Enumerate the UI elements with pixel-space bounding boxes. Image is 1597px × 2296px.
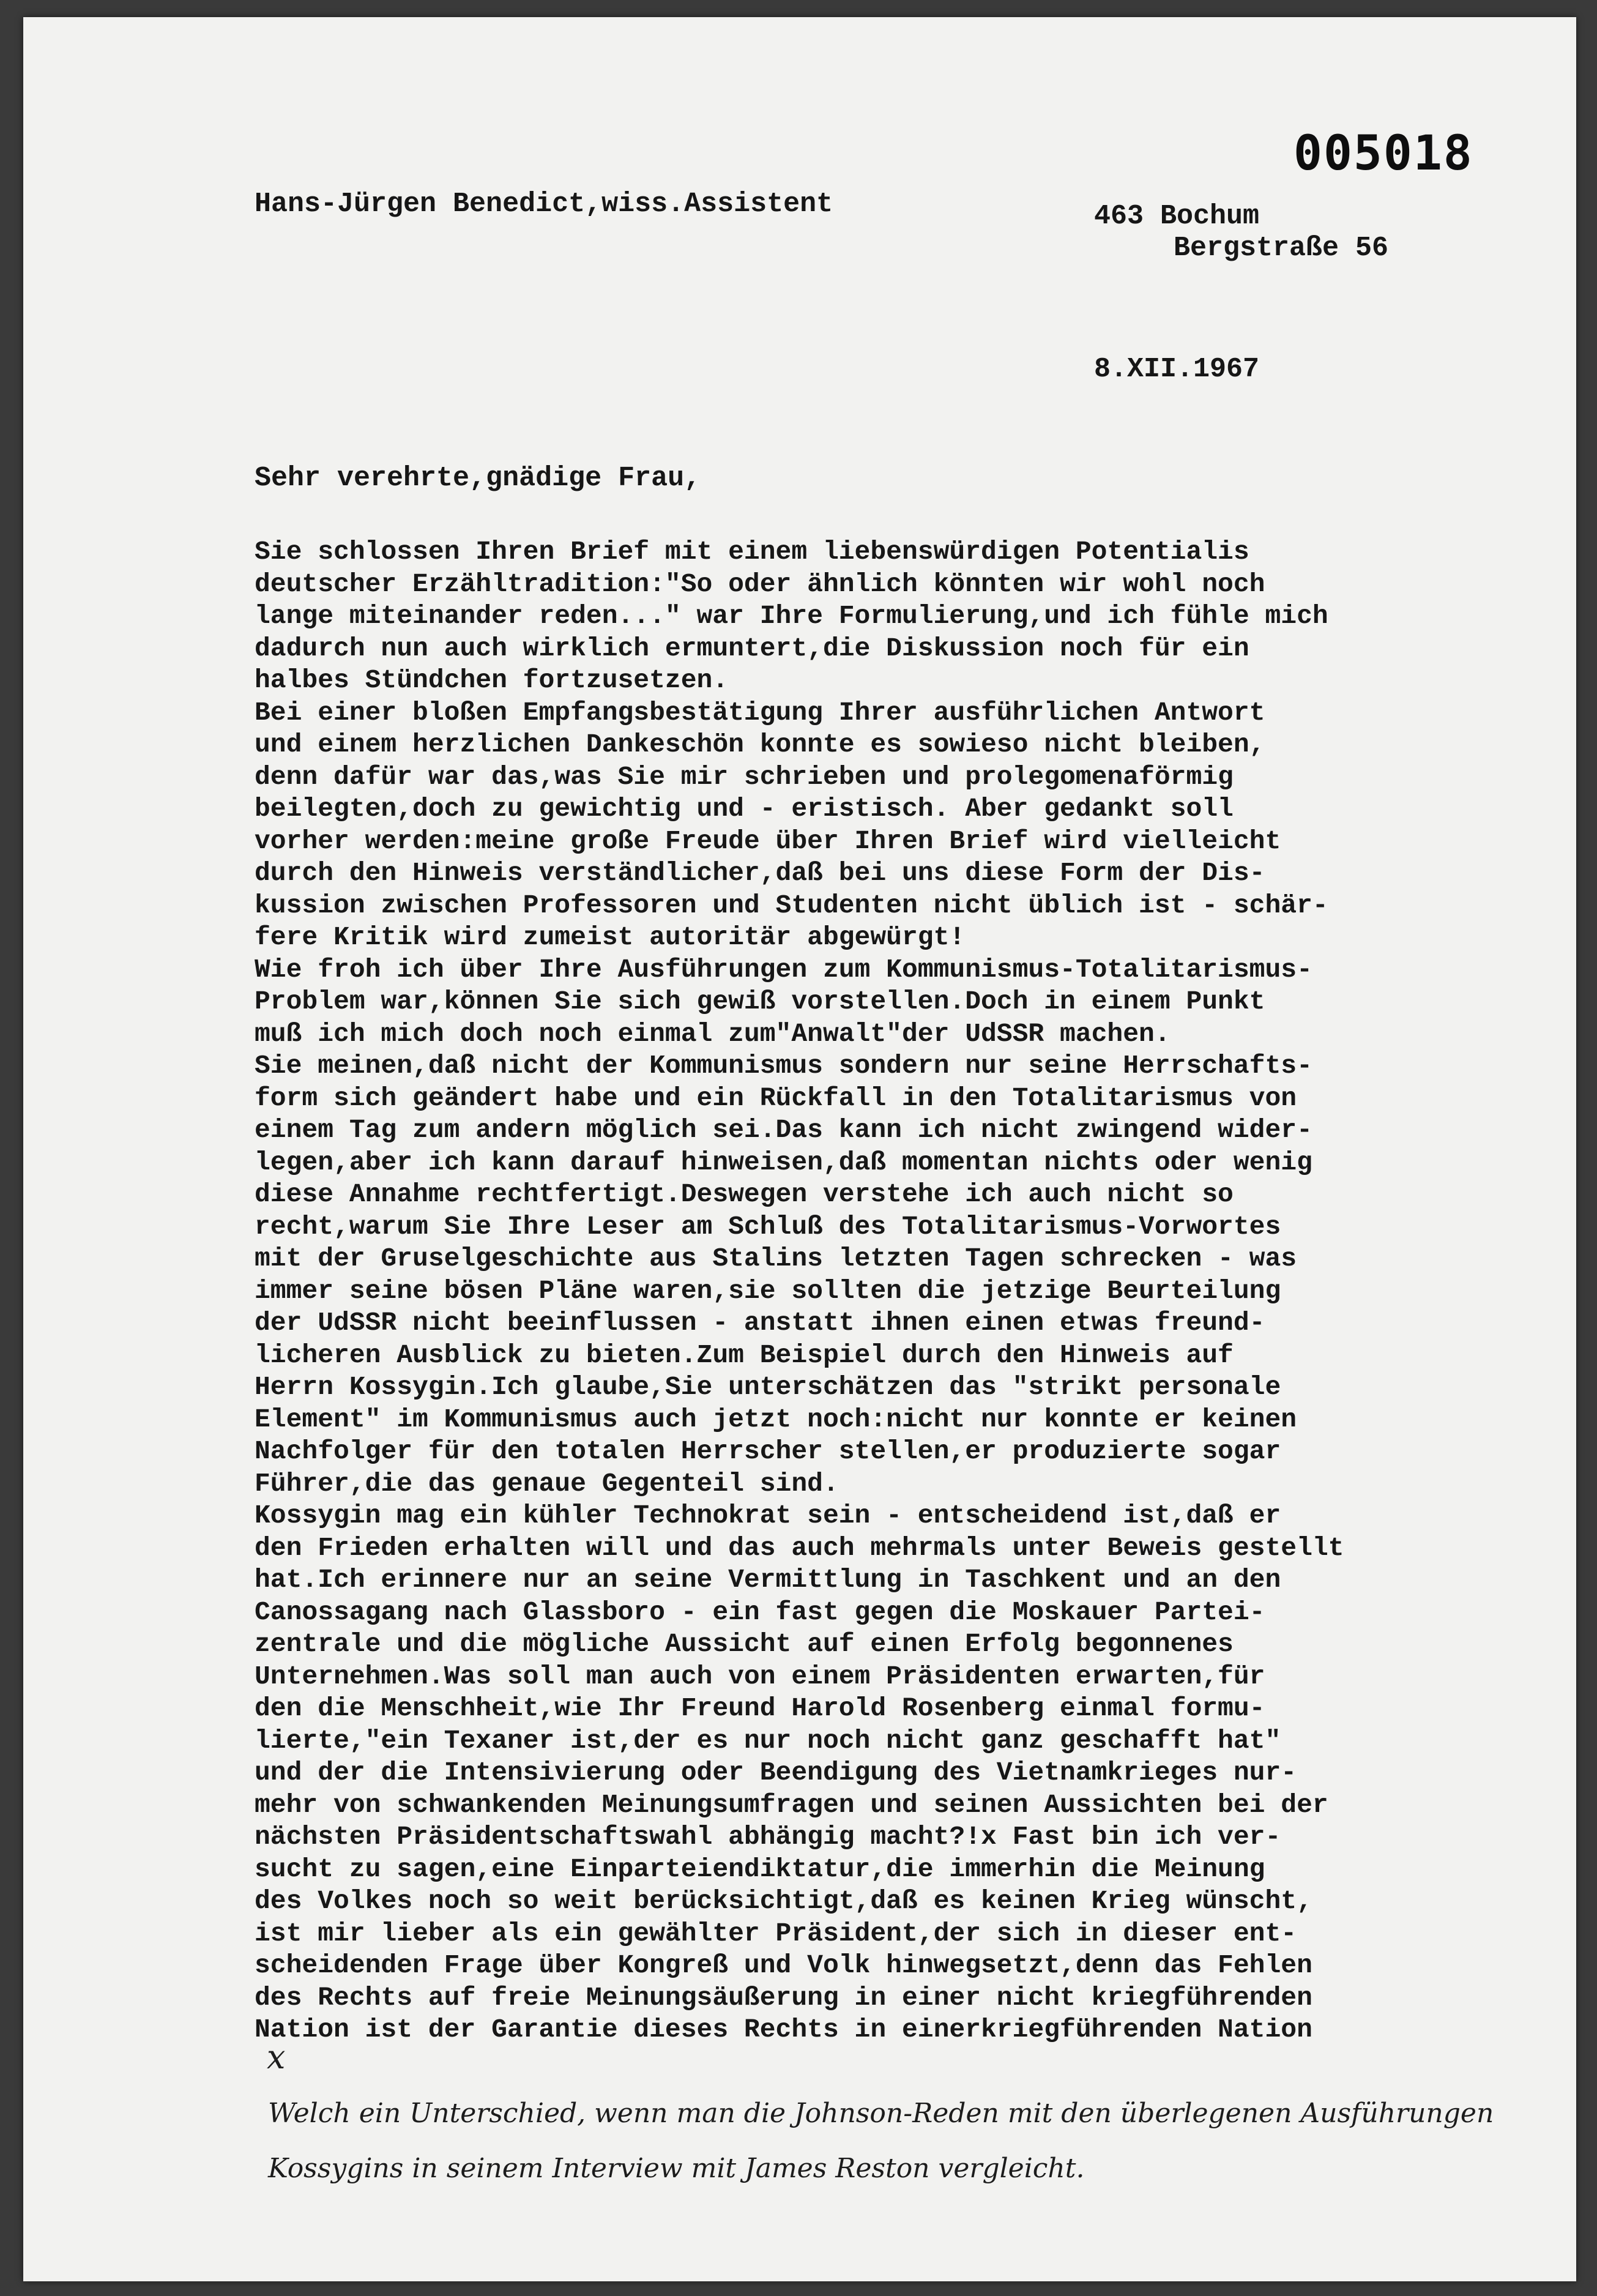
body-line: diese Annahme rechtfertigt.Deswegen verstehe ich auch nicht so	[255, 1179, 1234, 1209]
body-line: Problem war,können Sie sich gewiß vorstellen.Doch in einem Punkt	[255, 986, 1265, 1016]
body-line: mehr von schwankenden Meinungsumfragen und seinen Aussichten bei der	[255, 1789, 1328, 1820]
body-line: Element" im Kommunismus auch jetzt noch:nicht nur konnte er keinen	[255, 1404, 1297, 1434]
footnote-mark: x	[267, 2038, 286, 2076]
body-line: ist mir lieber als ein gewählter Präsident,der sich in dieser ent-	[255, 1918, 1297, 1948]
body-line: den die Menschheit,wie Ihr Freund Harold Rosenberg einmal formu-	[255, 1693, 1265, 1723]
handwritten-note-line-2: Kossygins in seinem Interview mit James Reston vergleicht.	[268, 2153, 1085, 2184]
body-line: deutscher Erzähltradition:"So oder ähnlich könnten wir wohl noch	[255, 568, 1265, 599]
body-line: lange miteinander reden..." war Ihre Formulierung,und ich fühle mich	[255, 601, 1328, 631]
body-line: Canossagang nach Glassboro - ein fast gegen die Moskauer Partei-	[255, 1597, 1265, 1627]
sender-line: Hans-Jürgen Benedict,wiss.Assistent	[255, 188, 833, 220]
body-line: Wie froh ich über Ihre Ausführungen zum Kommunismus-Totalitarismus-	[255, 954, 1312, 985]
address-street: Bergstraße 56	[1174, 233, 1389, 264]
body-line: und einem herzlichen Dankeschön konnte es sowieso nicht bleiben,	[255, 729, 1265, 759]
salutation: Sehr verehrte,gnädige Frau,	[255, 463, 701, 494]
body-line: muß ich mich doch noch einmal zum"Anwalt"der UdSSR machen.	[255, 1018, 1171, 1049]
body-line: vorher werden:meine große Freude über Ihren Brief wird vielleicht	[255, 826, 1281, 856]
handwritten-note-line-1: Welch ein Unterschied, wenn man die Johnson-Reden mit den überlegenen Ausführungen	[268, 2098, 1494, 2129]
body-line: Sie schlossen Ihren Brief mit einem liebenswürdigen Potentialis	[255, 537, 1249, 567]
body-line: Herrn Kossygin.Ich glaube,Sie unterschätzen das "strikt personale	[255, 1372, 1281, 1402]
body-line: Nachfolger für den totalen Herrscher stellen,er produzierte sogar	[255, 1436, 1281, 1466]
body-line: den Frieden erhalten will und das auch mehrmals unter Beweis gestellt	[255, 1532, 1344, 1563]
body-line: hat.Ich erinnere nur an seine Vermittlung in Taschkent und an den	[255, 1565, 1281, 1595]
body-line: scheidenden Frage über Kongreß und Volk hinwegsetzt,denn das Fehlen	[255, 1950, 1312, 1980]
body-line: Bei einer bloßen Empfangsbestätigung Ihrer ausführlichen Antwort	[255, 697, 1265, 728]
body-line: dadurch nun auch wirklich ermuntert,die Diskussion noch für ein	[255, 633, 1249, 663]
body-line: einem Tag zum andern möglich sei.Das kann ich nicht zwingend wider-	[255, 1115, 1312, 1145]
body-line: denn dafür war das,was Sie mir schrieben und prolegomenaförmig	[255, 761, 1234, 792]
body-line: Unternehmen.Was soll man auch von einem Präsidenten erwarten,für	[255, 1661, 1265, 1691]
body-line: des Rechts auf freie Meinungsäußerung in einer nicht kriegführenden	[255, 1982, 1312, 2013]
body-line: Führer,die das genaue Gegenteil sind.	[255, 1468, 839, 1499]
body-line: des Volkes noch so weit berücksichtigt,daß es keinen Krieg wünscht,	[255, 1886, 1312, 1916]
body-line: lierte,"ein Texaner ist,der es nur noch nicht ganz geschafft hat"	[255, 1725, 1281, 1756]
body-line: halbes Stündchen fortzusetzen.	[255, 665, 729, 695]
body-line: Nation ist der Garantie dieses Rechts in einerkriegführenden Nation	[255, 2015, 1312, 2044]
body-line: form sich geändert habe und ein Rückfall in den Totalitarismus von	[255, 1083, 1297, 1113]
body-line: Sie meinen,daß nicht der Kommunismus sondern nur seine Herrschafts-	[255, 1051, 1312, 1081]
body-line: Kossygin mag ein kühler Technokrat sein - entscheidend ist,daß er	[255, 1500, 1281, 1530]
body-line: legen,aber ich kann darauf hinweisen,daß momentan nichts oder wenig	[255, 1147, 1312, 1177]
archive-number: 005018	[1294, 126, 1473, 181]
letter-body	[255, 536, 1570, 2046]
body-line: zentrale und die mögliche Aussicht auf einen Erfolg begonnenes	[255, 1629, 1234, 1659]
body-line: kussion zwischen Professoren und Studenten nicht üblich ist - schär-	[255, 890, 1328, 920]
body-line: nächsten Präsidentschaftswahl abhängig macht?!x Fast bin ich ver-	[255, 1822, 1281, 1852]
body-line: und der die Intensivierung oder Beendigung des Vietnamkrieges nur-	[255, 1757, 1297, 1787]
body-line: sucht zu sagen,eine Einparteiendiktatur,die immerhin die Meinung	[255, 1854, 1265, 1884]
body-line: mit der Gruselgeschichte aus Stalins letzten Tagen schrecken - was	[255, 1243, 1297, 1273]
letter-page	[23, 17, 1576, 2281]
body-line: recht,warum Sie Ihre Leser am Schluß des Totalitarismus-Vorwortes	[255, 1211, 1281, 1242]
letter-date: 8.XII.1967	[1094, 354, 1260, 385]
address-city: 463 Bochum	[1094, 201, 1260, 232]
body-line: immer seine bösen Pläne waren,sie sollten die jetzige Beurteilung	[255, 1275, 1281, 1306]
body-line: fere Kritik wird zumeist autoritär abgewürgt!	[255, 922, 966, 952]
body-line: beilegten,doch zu gewichtig und - eristisch. Aber gedankt soll	[255, 794, 1234, 824]
body-line: durch den Hinweis verständlicher,daß bei uns diese Form der Dis-	[255, 858, 1265, 888]
body-line: der UdSSR nicht beeinflussen - anstatt ihnen einen etwas freund-	[255, 1308, 1265, 1338]
body-line: licheren Ausblick zu bieten.Zum Beispiel durch den Hinweis auf	[255, 1340, 1234, 1370]
